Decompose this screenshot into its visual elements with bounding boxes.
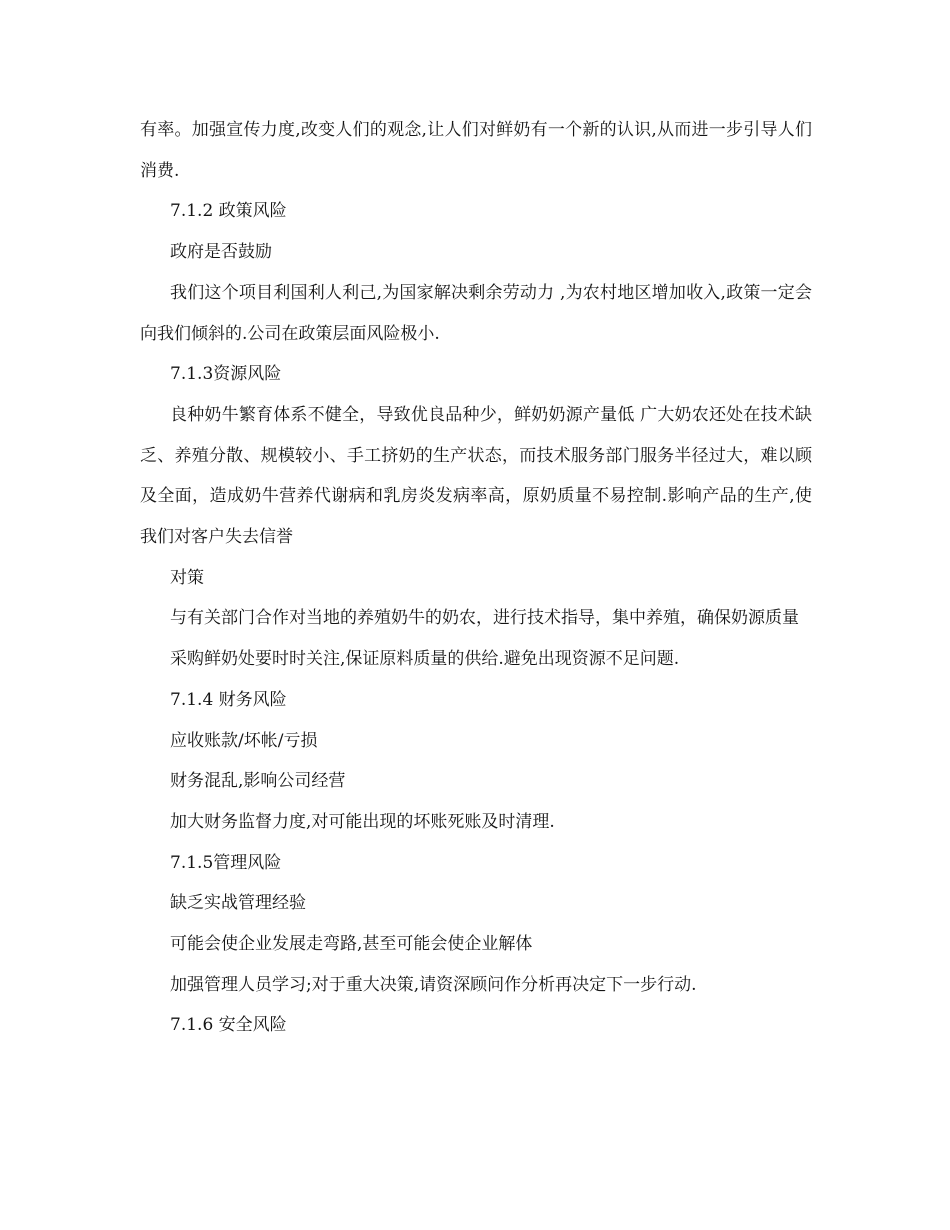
paragraph-countermeasure-2: 采购鲜奶处要时时关注,保证原料质量的供给.避免出现资源不足问题. <box>170 649 680 670</box>
paragraph-policy-description: 我们这个项目利国利人利己,为国家解决剩余劳动力 ,为农村地区增加收入,政策一定会向我们倾斜的.公司在政策层面风险极小. <box>140 282 812 344</box>
paragraph-management-3: 加强管理人员学习;对于重大决策,请资深顾问作分析再决定下一步行动. <box>170 974 697 995</box>
paragraph-intro-continuation: 有率。加强宣传力度,改变人们的观念,让人们对鲜奶有一个新的认识,从而进一步引导人们消费. <box>140 120 812 181</box>
paragraph-finance-3: 加大财务监督力度,对可能出现的坏账死账及时清理. <box>170 811 555 832</box>
paragraph-countermeasure-label: 对策 <box>170 567 204 588</box>
section-heading-7-1-6: 7.1.6 安全风险 <box>170 1015 287 1036</box>
paragraph-government-support: 政府是否鼓励 <box>170 242 272 263</box>
paragraph-management-1: 缺乏实战管理经验 <box>170 893 306 914</box>
paragraph-resource-risk: 良种奶牛繁育体系不健全，导致优良品种少，鲜奶奶源产量低 广大奶农还处在技术缺乏、养殖分散、规模较小、手工挤奶的生产状态，而技术服务部门服务半径过大，难以顾及全面，造成奶牛营养代谢病和乳房炎发病率高，原奶质量不易控制.影响产品的生产,使我们对客户失去信誉 <box>140 404 812 548</box>
section-heading-7-1-3: 7.1.3资源风险 <box>170 364 282 385</box>
paragraph-finance-1: 应收账款/坏帐/亏损 <box>170 730 318 751</box>
paragraph-finance-2: 财务混乱,影响公司经营 <box>170 771 346 792</box>
section-heading-7-1-2: 7.1.2 政策风险 <box>170 201 287 222</box>
document-body <box>140 110 812 1046</box>
paragraph-management-2: 可能会使企业发展走弯路,甚至可能会使企业解体 <box>170 934 533 955</box>
paragraph-countermeasure-1: 与有关部门合作对当地的养殖奶牛的奶农，进行技术指导，集中养殖，确保奶源质量 <box>170 608 799 629</box>
section-heading-7-1-4: 7.1.4 财务风险 <box>170 689 287 710</box>
section-heading-7-1-5: 7.1.5管理风险 <box>170 852 282 873</box>
